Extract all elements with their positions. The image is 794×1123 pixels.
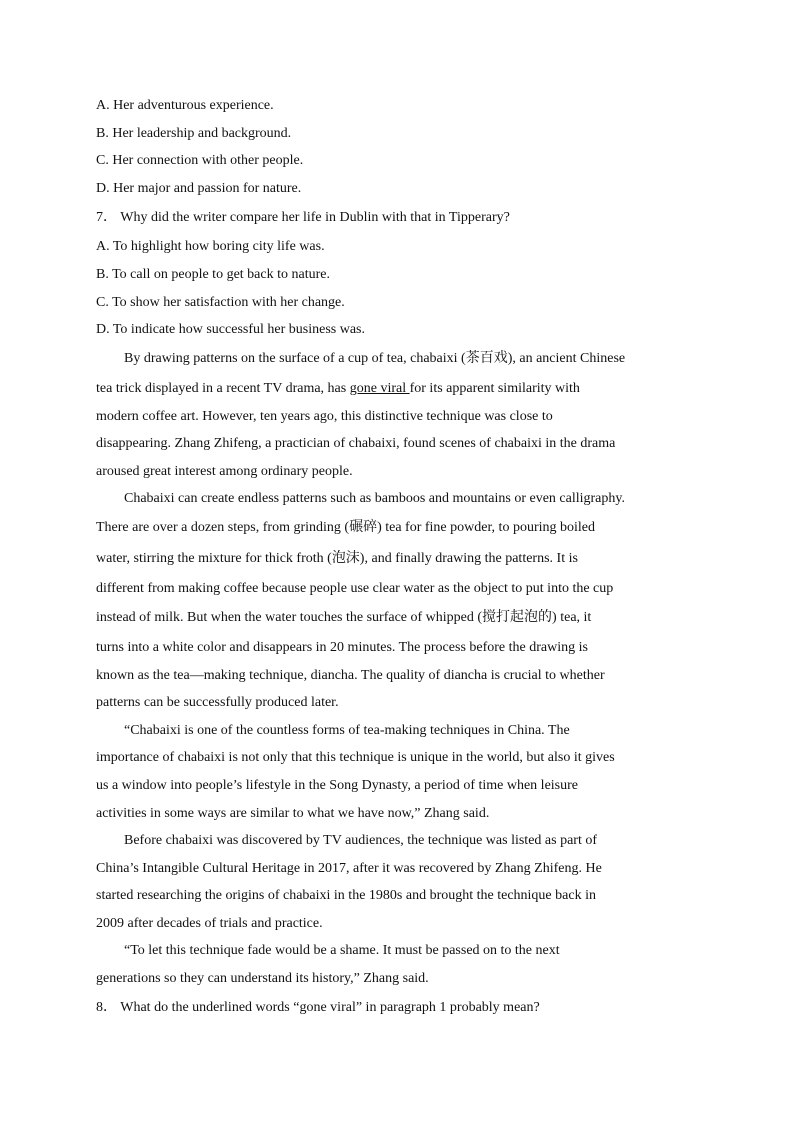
p2-line-5: instead of milk. But when the water touches the surface of whipped (搅打起泡的) tea, it [96,610,592,625]
p4-line-2: China’s Intangible Cultural Heritage in 2017, after it was recovered by Zhang Zhifeng. He [96,861,602,876]
q7-option-b: B. To call on people to get back to nature. [96,267,330,282]
p1-line-1: By drawing patterns on the surface of a cup of tea, chabaixi (茶百戏), an ancient Chinese [124,351,626,366]
p2-line-4: different from making coffee because people use clear water as the object to put into the cup [96,581,614,596]
p1-line-2-after: for its apparent similarity with [409,381,580,396]
underlined-gone-viral: gone viral [349,381,410,396]
p1-line-2-before: tea trick displayed in a recent TV drama, has [96,381,350,396]
q7-option-d: D. To indicate how successful her business was. [96,322,365,337]
q7-option-c: C. To show her satisfaction with her change. [96,295,345,310]
p5-line-2: generations so they can understand its history,” Zhang said. [96,971,429,986]
p1-line-2 [96,380,706,398]
q8-stem: 8． What do the underlined words “gone viral” in paragraph 1 probably mean? [96,1000,540,1015]
p3-line-2: importance of chabaixi is not only that this technique is unique in the world, but also it gives [96,750,615,765]
p2-line-7: known as the tea—making technique, diancha. The quality of diancha is crucial to whether [96,668,605,683]
q6-option-a: A. Her adventurous experience. [96,98,274,113]
p2-line-3: water, stirring the mixture for thick froth (泡沫), and finally drawing the patterns. It is [96,551,578,566]
q6-option-d: D. Her major and passion for nature. [96,181,302,196]
p1-line-5: aroused great interest among ordinary people. [96,464,353,479]
p2-line-6: turns into a white color and disappears in 20 minutes. The process before the drawing is [96,640,588,655]
p3-line-3: us a window into people’s lifestyle in the Song Dynasty, a period of time when leisure [96,778,579,793]
p1-line-3: modern coffee art. However, ten years ago, this distinctive technique was close to [96,409,553,424]
q7-stem: 7． Why did the writer compare her life in Dublin with that in Tipperary? [96,210,510,225]
p2-line-8: patterns can be successfully produced later. [96,695,339,710]
p3-line-1: “Chabaixi is one of the countless forms of tea-making techniques in China. The [124,723,570,738]
p4-line-3: started researching the origins of chabaixi in the 1980s and brought the technique back in [96,888,596,903]
p3-line-4: activities in some ways are similar to what we have now,” Zhang said. [96,806,490,821]
p1-line-4: disappearing. Zhang Zhifeng, a practician of chabaixi, found scenes of chabaixi in the drama [96,436,616,451]
p5-line-1: “To let this technique fade would be a shame. It must be passed on to the next [124,943,560,958]
p4-line-4: 2009 after decades of trials and practice. [96,916,323,931]
q6-option-b: B. Her leadership and background. [96,126,292,141]
q7-option-a: A. To highlight how boring city life was. [96,239,325,254]
p2-line-1: Chabaixi can create endless patterns such as bamboos and mountains or even calligraphy. [124,491,625,506]
p2-line-2: There are over a dozen steps, from grinding (碾碎) tea for fine powder, to pouring boiled [96,520,595,535]
p4-line-1: Before chabaixi was discovered by TV audiences, the technique was listed as part of [124,833,597,848]
q6-option-c: C. Her connection with other people. [96,153,304,168]
